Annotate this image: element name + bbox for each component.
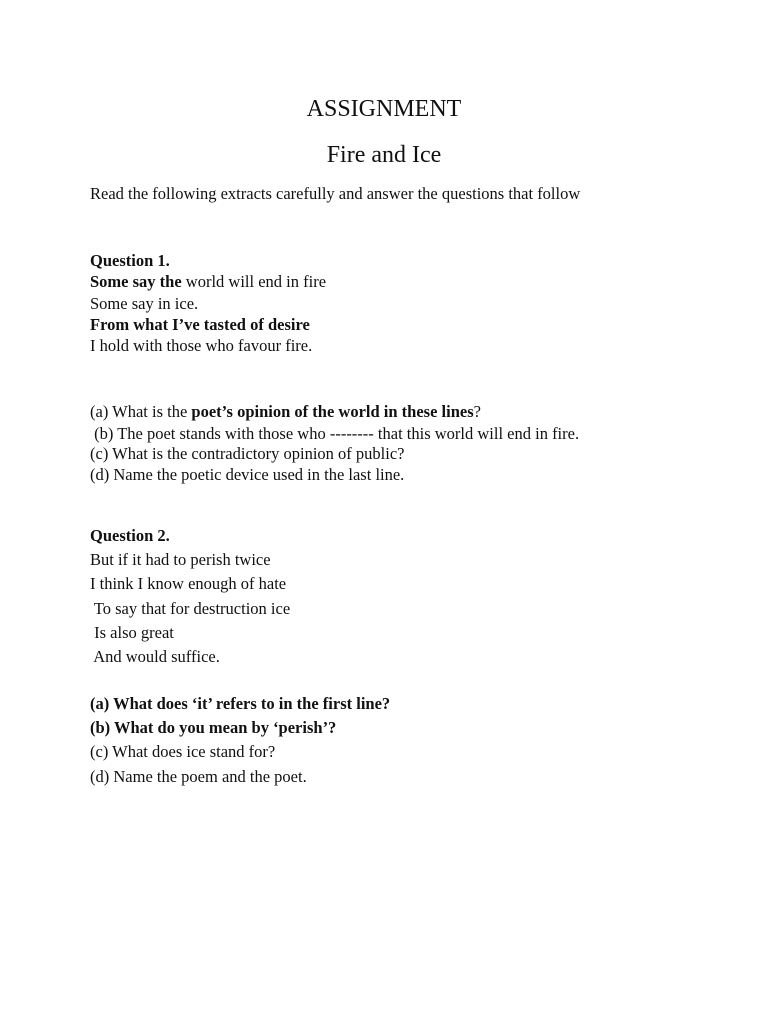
q1-question-a-bold: poet’s opinion of the world in these lines: [191, 402, 474, 421]
q1-question-b: (b) The poet stands with those who -------- that this world will end in fire.: [90, 424, 580, 443]
q2-extract-line-2: I think I know enough of hate: [90, 574, 287, 593]
q1-extract-line-3: From what I’ve tasted of desire: [90, 315, 310, 334]
q1-question-c: (c) What is the contradictory opinion of public?: [90, 444, 405, 463]
instructions-text: Read the following extracts carefully and answer the questions that follow: [90, 184, 581, 203]
q1-question-a: [90, 402, 481, 422]
q1-extract-line-2: Some say in ice.: [90, 294, 199, 313]
q2-question-d: (d) Name the poem and the poet.: [90, 767, 307, 786]
q1-question-d: (d) Name the poetic device used in the last line.: [90, 465, 405, 484]
q1-extract-line-1-bold: Some say the: [90, 272, 182, 291]
q2-extract-line-5: And would suffice.: [90, 647, 220, 666]
q2-question-c: (c) What does ice stand for?: [90, 742, 276, 761]
question-1-heading: Question 1.: [90, 251, 170, 270]
q2-extract-line-4: Is also great: [90, 623, 174, 642]
q2-extract-line-3: To say that for destruction ice: [90, 599, 291, 618]
q2-question-b: (b) What do you mean by ‘perish’?: [90, 718, 337, 737]
q1-extract-line-4: I hold with those who favour fire.: [90, 336, 313, 355]
q1-extract-line-1: [90, 272, 326, 292]
page-title: ASSIGNMENT: [306, 96, 462, 122]
question-2-heading: Question 2.: [90, 526, 170, 545]
q1-extract-line-1-rest: world will end in fire: [181, 272, 327, 291]
q1-question-a-suffix: ?: [473, 402, 481, 421]
q2-question-a: (a) What does ‘it’ refers to in the first line?: [90, 694, 391, 713]
q1-question-a-prefix: (a) What is the: [90, 402, 192, 421]
page-subtitle: Fire and Ice: [326, 142, 442, 168]
q2-extract-line-1: But if it had to perish twice: [90, 550, 271, 569]
